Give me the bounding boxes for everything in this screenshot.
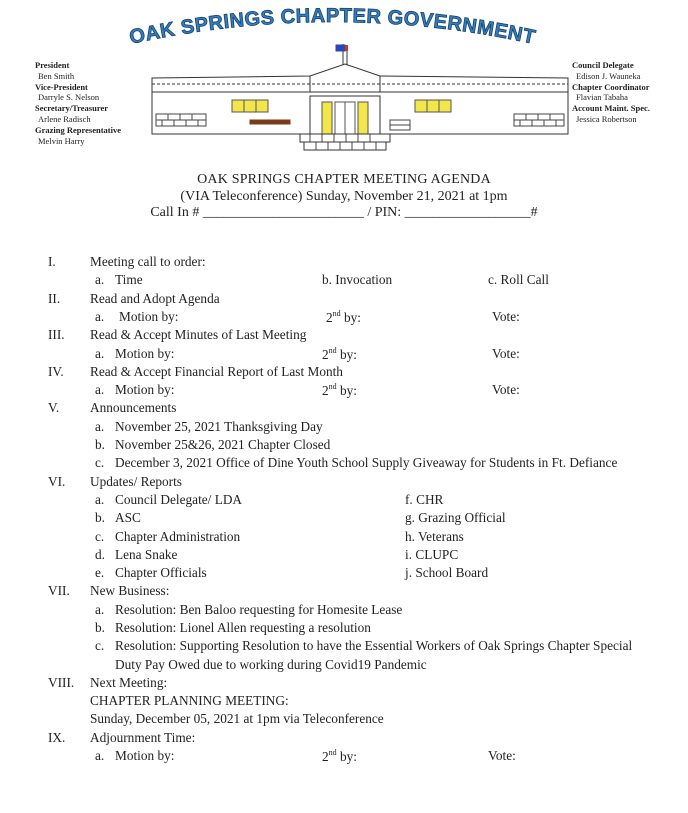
section-number: VIII. <box>48 675 75 690</box>
report-item: Lena Snake <box>115 547 178 562</box>
section-title: Announcements <box>90 400 177 415</box>
left-officers-list <box>35 60 121 146</box>
item-letter: a. <box>95 602 105 617</box>
section-title: Meeting call to order: <box>90 254 206 269</box>
section-number: V. <box>48 400 60 415</box>
item-letter: b. <box>95 510 105 525</box>
officer-role: Vice-President <box>35 81 88 92</box>
officer-role: Account Maint. Spec. <box>572 103 650 114</box>
announcement-item: November 25, 2021 Thanksgiving Day <box>115 419 323 434</box>
flag-icon <box>336 45 345 51</box>
officer-name: Ben Smith <box>38 70 75 81</box>
section-title: Updates/ Reports <box>90 474 182 489</box>
right-officers-list <box>572 60 650 125</box>
item-letter: a. <box>95 309 105 324</box>
report-item: j. School Board <box>405 565 489 580</box>
section-number: I. <box>48 254 56 269</box>
item-text: c. Roll Call <box>488 272 549 287</box>
report-item: h. Veterans <box>405 529 464 544</box>
section-title: Read & Accept Minutes of Last Meeting <box>90 327 307 342</box>
next-meeting-date: Sunday, December 05, 2021 at 1pm via Teleconference <box>90 711 384 726</box>
call-in-line: Call In # _______________________ / PIN: __________________# <box>150 205 538 220</box>
motion-label: Motion by: <box>119 309 179 324</box>
report-item: i. CLUPC <box>405 547 459 562</box>
item-letter: a. <box>95 346 105 361</box>
officer-role: Council Delegate <box>572 60 634 70</box>
officer-role: Grazing Representative <box>35 124 122 135</box>
announcement-item: November 25&26, 2021 Chapter Closed <box>115 437 331 452</box>
item-letter: b. <box>95 620 105 635</box>
item-text: Time <box>115 272 143 287</box>
item-text: b. Invocation <box>322 272 393 287</box>
second-label: 2nd by: <box>326 309 361 325</box>
section-title: Read and Adopt Agenda <box>90 291 220 306</box>
motion-label: Motion by: <box>115 346 175 361</box>
officer-name: Melvin Harry <box>38 135 85 146</box>
section-number: VII. <box>48 583 70 598</box>
second-label: 2nd by: <box>322 748 357 764</box>
item-letter: e. <box>95 565 105 580</box>
item-letter: c. <box>95 638 105 653</box>
report-item: Council Delegate/ LDA <box>115 492 243 507</box>
officer-role: President <box>35 60 70 70</box>
officer-name: Darryle S. Nelson <box>38 92 100 103</box>
report-item: Chapter Officials <box>115 565 207 580</box>
report-item: ASC <box>115 510 141 525</box>
agenda-title: OAK SPRINGS CHAPTER MEETING AGENDA <box>197 172 491 187</box>
section-number: IV. <box>48 364 64 379</box>
section-title: New Business: <box>90 583 170 598</box>
section-title: Read & Accept Financial Report of Last Month <box>90 364 343 379</box>
item-letter: c. <box>95 529 105 544</box>
section-title: Next Meeting: <box>90 675 168 690</box>
second-label: 2nd by: <box>322 346 357 362</box>
item-letter: a. <box>95 492 105 507</box>
item-letter: b. <box>95 437 105 452</box>
section-number: VI. <box>48 474 66 489</box>
section-title: Adjournment Time: <box>90 730 196 745</box>
vote-label: Vote: <box>492 382 520 397</box>
section-number: IX. <box>48 730 66 745</box>
officer-name: Arlene Radisch <box>38 113 91 124</box>
motion-label: Motion by: <box>115 748 175 763</box>
report-item: g. Grazing Official <box>405 510 506 525</box>
next-meeting-name: CHAPTER PLANNING MEETING: <box>90 693 289 708</box>
banner-title: OAK SPRINGS CHAPTER GOVERNMENT <box>127 4 538 49</box>
item-letter: a. <box>95 272 105 287</box>
second-label: 2nd by: <box>322 382 357 398</box>
officer-name: Edison J. Wauneka <box>576 70 641 81</box>
officer-role: Chapter Coordinator <box>572 81 650 92</box>
officer-name: Jessica Robertson <box>576 113 637 124</box>
item-letter: a. <box>95 419 105 434</box>
report-item: Chapter Administration <box>115 529 241 544</box>
business-item-continued: Duty Pay Owed due to working during Covid19 Pandemic <box>115 657 427 672</box>
report-item: f. CHR <box>405 492 444 507</box>
agenda-subtitle: (VIA Teleconference) Sunday, November 21, 2021 at 1pm <box>180 189 508 204</box>
section-number: II. <box>48 291 61 306</box>
officer-role: Secretary/Treasurer <box>35 103 109 114</box>
vote-label: Vote: <box>492 309 520 324</box>
vote-label: Vote: <box>492 346 520 361</box>
section-number: III. <box>48 327 65 342</box>
item-letter: d. <box>95 547 105 562</box>
announcement-item: December 3, 2021 Office of Dine Youth School Supply Giveaway for Students in Ft. Defiance <box>115 455 618 470</box>
chapter-house-illustration <box>150 36 570 158</box>
item-letter: a. <box>95 748 105 763</box>
motion-label: Motion by: <box>115 382 175 397</box>
vote-label: Vote: <box>488 748 516 763</box>
business-item: Resolution: Lionel Allen requesting a resolution <box>115 620 371 635</box>
business-item: Resolution: Supporting Resolution to have the Essential Workers of Oak Springs Chapter Special <box>115 638 633 653</box>
item-letter: c. <box>95 455 105 470</box>
business-item: Resolution: Ben Baloo requesting for Homesite Lease <box>115 602 403 617</box>
item-letter: a. <box>95 382 105 397</box>
officer-name: Flavian Tabaha <box>576 92 628 103</box>
